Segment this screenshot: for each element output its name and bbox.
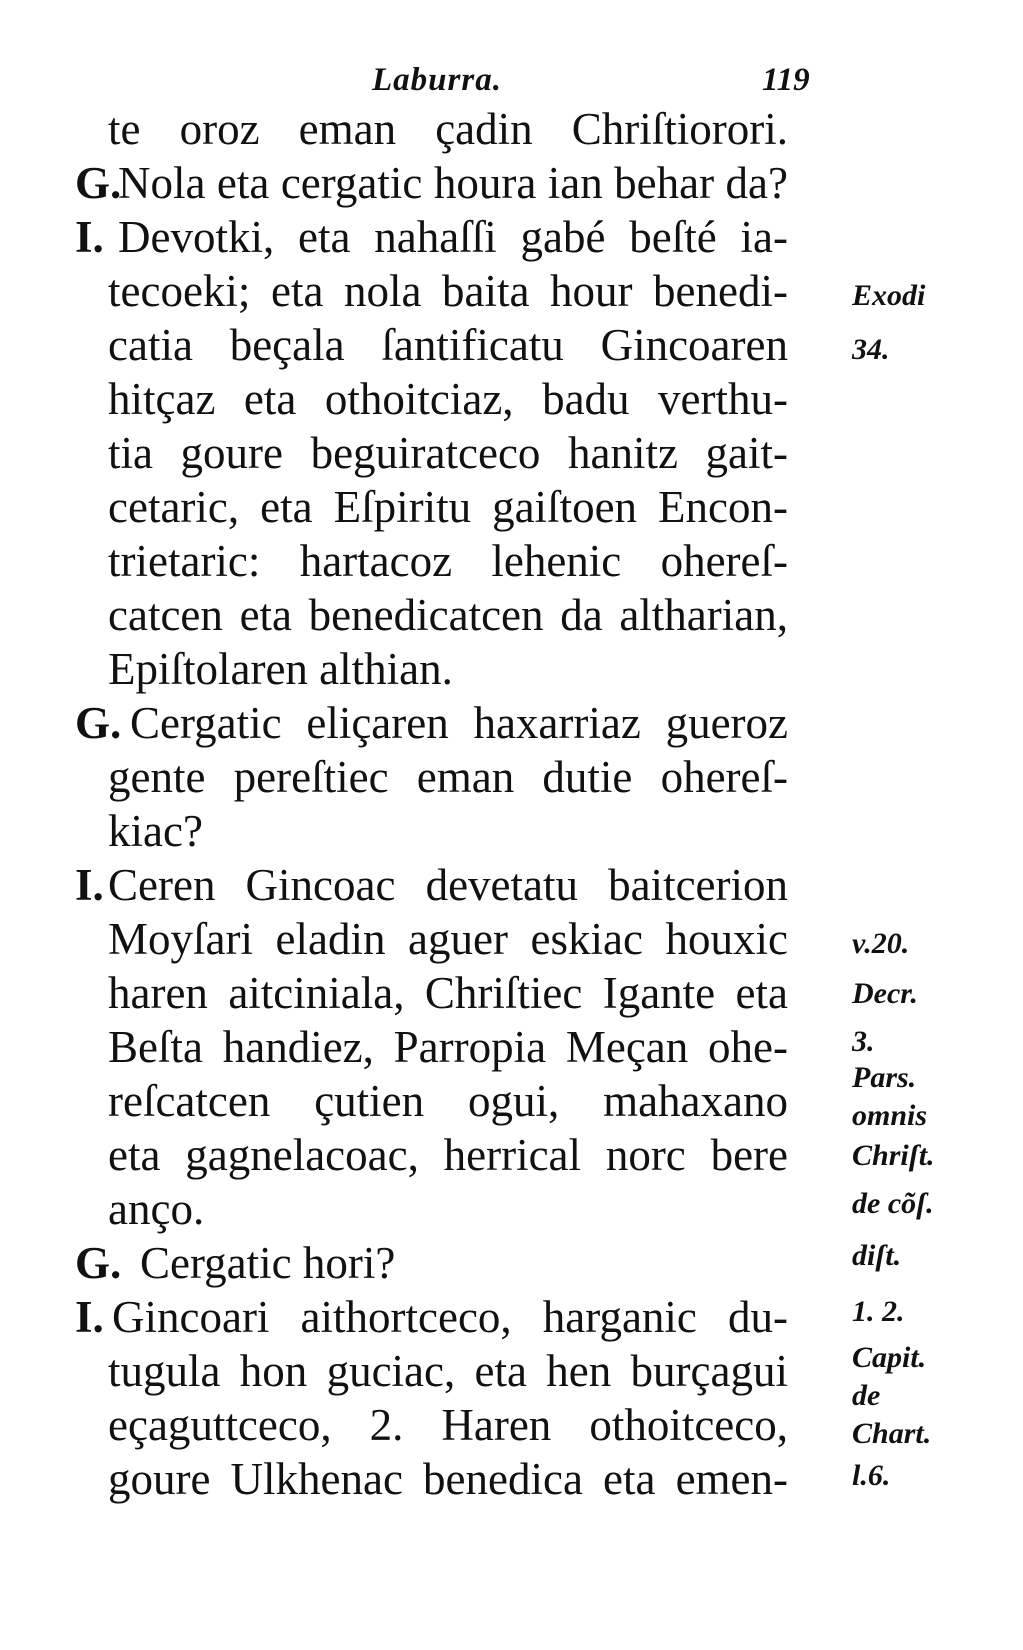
text-line: Gincoari aithortceco, harganic du- <box>112 1292 788 1342</box>
margin-note: omnis <box>852 1099 928 1132</box>
speaker-marker: G. <box>75 698 122 748</box>
page-number: 119 <box>762 62 810 98</box>
speaker-marker: I. <box>75 212 104 262</box>
margin-note: de <box>852 1379 881 1412</box>
text-line: Devotki, eta nahaſſi gabé beſté ia- <box>118 212 788 262</box>
text-line: Nola eta cergatic houra ian behar da? <box>118 158 788 208</box>
margin-note: 1. 2. <box>852 1295 905 1328</box>
text-line: catcen eta benedicatcen da altharian, <box>108 590 788 640</box>
speaker-marker: G. <box>75 1238 122 1288</box>
margin-note: diſt. <box>852 1239 902 1272</box>
margin-note: v.20. <box>852 927 910 960</box>
speaker-marker: I. <box>75 1292 104 1342</box>
text-line: Moyſari eladin aguer eskiac houxic <box>108 914 788 964</box>
text-line: tugula hon guciac, eta hen burçagui <box>108 1346 788 1396</box>
text-line: Beſta handiez, Parropia Meçan ohe- <box>108 1022 788 1072</box>
text-line: trietaric: hartacoz lehenic ohereſ- <box>108 536 788 586</box>
text-line: tia goure beguiratceco hanitz gait- <box>108 428 788 478</box>
text-line: eçaguttceco, 2. Haren othoitceco, <box>108 1400 788 1450</box>
text-line: Ceren Gincoac devetatu baitcerion <box>108 860 788 910</box>
text-line: goure Ulkhenac benedica eta emen- <box>108 1454 788 1504</box>
text-line: kiac? <box>108 806 203 856</box>
margin-note: Exodi <box>852 279 926 312</box>
text-line: reſcatcen çutien ogui, mahaxano <box>108 1076 788 1126</box>
margin-note: Chriſt. <box>852 1139 935 1172</box>
margin-note: Chart. <box>852 1417 932 1450</box>
text-line: anço. <box>108 1184 205 1234</box>
text-line: haren aitciniala, Chriſtiec Igante eta <box>108 968 788 1018</box>
text-line: Epiſtolaren althian. <box>108 644 453 694</box>
text-line: tecoeki; eta nola baita hour benedi- <box>108 266 788 316</box>
text-line: te oroz eman çadin Chriſtiorori. <box>108 104 788 154</box>
text-line: Cergatic eliçaren haxarriaz gueroz <box>130 698 788 748</box>
text-line: Cergatic hori? <box>140 1238 396 1288</box>
running-title: Laburra. <box>372 62 502 98</box>
margin-note: Pars. <box>852 1061 917 1094</box>
text-line: gente pereſtiec eman dutie ohereſ- <box>108 752 788 802</box>
margin-note: 3. <box>852 1025 875 1058</box>
text-line: eta gagnelacoac, herrical norc bere <box>108 1130 788 1180</box>
text-line: catia beçala ſantificatu Gincoaren <box>108 320 788 370</box>
margin-note: l.6. <box>852 1459 891 1492</box>
text-line: hitçaz eta othoitciaz, badu verthu- <box>108 374 788 424</box>
margin-note: 34. <box>852 333 890 366</box>
margin-note: Decr. <box>852 977 918 1010</box>
text-line: cetaric, eta Eſpiritu gaiſtoen Encon- <box>108 482 788 532</box>
speaker-marker: G. <box>75 158 122 208</box>
speaker-marker: I. <box>75 860 104 910</box>
margin-note: Capit. <box>852 1341 927 1374</box>
margin-note: de cõſ. <box>852 1187 934 1220</box>
